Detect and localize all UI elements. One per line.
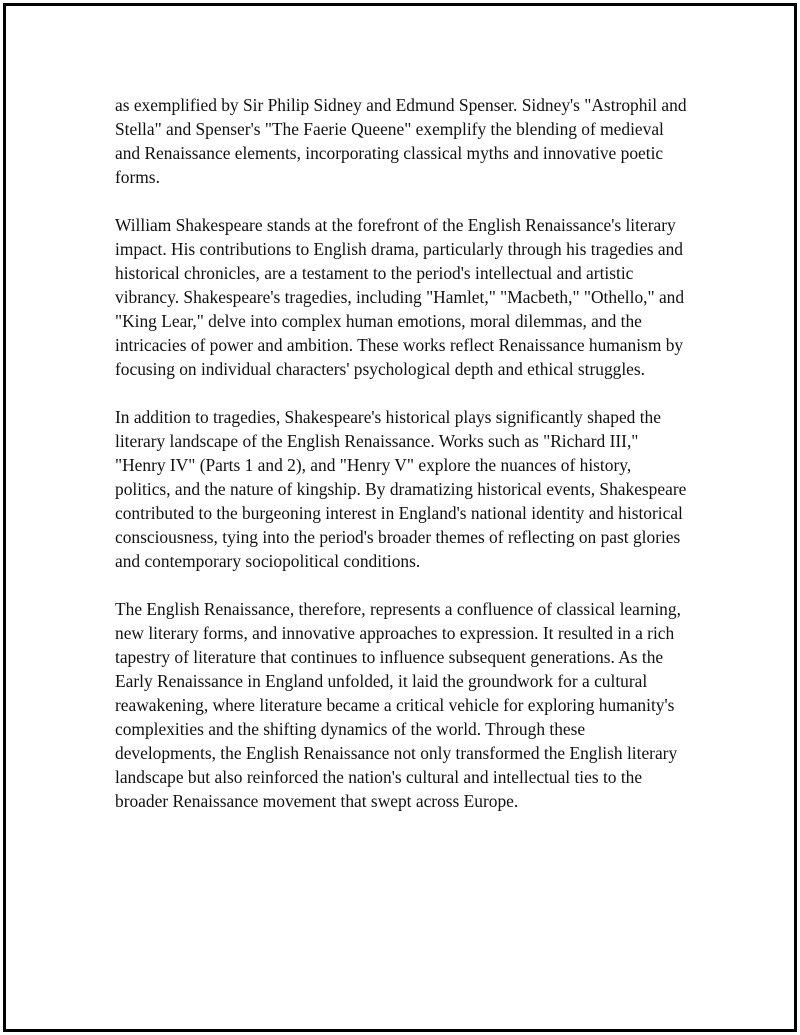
paragraph-sidney-spenser: as exemplified by Sir Philip Sidney and Edmund Spenser. Sidney's "Astrophil and Stella" and Spenser's "The Faerie Queene" exemplify the blending of medieval and Renaissance elements, incorporating classical myths and innovative poetic forms. — [115, 95, 687, 187]
paragraph-shakespeare-histories: In addition to tragedies, Shakespeare's historical plays significantly shaped the literary landscape of the English Renaissance. Works such as "Richard III," "Henry IV" (Parts 1 and 2), and "Henry V" explore the nuances of history, politics, and the nature of kingship. By dramatizing historical events, Shakespeare contributed to the burgeoning interest in England's national identity and historical consciousness, tying into the period's broader themes of reflecting on past glories and contemporary sociopolitical conditions. — [115, 407, 687, 571]
paragraph-conclusion: The English Renaissance, therefore, represents a confluence of classical learning, new literary forms, and innovative approaches to expression. It resulted in a rich tapestry of literature that continues to influence subsequent generations. As the Early Renaissance in England unfolded, it laid the groundwork for a cultural reawakening, where literature became a critical vehicle for exploring humanity's complexities and the shifting dynamics of the world. Through these developments, the English Renaissance not only transformed the English literary landscape but also reinforced the nation's cultural and intellectual ties to the broader Renaissance movement that swept across Europe. — [115, 599, 681, 811]
paragraph-shakespeare-tragedies: William Shakespeare stands at the forefront of the English Renaissance's literary impact. His contributions to English drama, particularly through his tragedies and historical chronicles, are a testament to the period's intellectual and artistic vibrancy. Shakespeare's tragedies, including "Hamlet," "Macbeth," "Othello," and "King Lear," delve into complex human emotions, moral dilemmas, and the intricacies of power and ambition. These works reflect Renaissance humanism by focusing on individual characters' psychological depth and ethical struggles. — [115, 215, 685, 379]
document-body — [115, 93, 690, 837]
